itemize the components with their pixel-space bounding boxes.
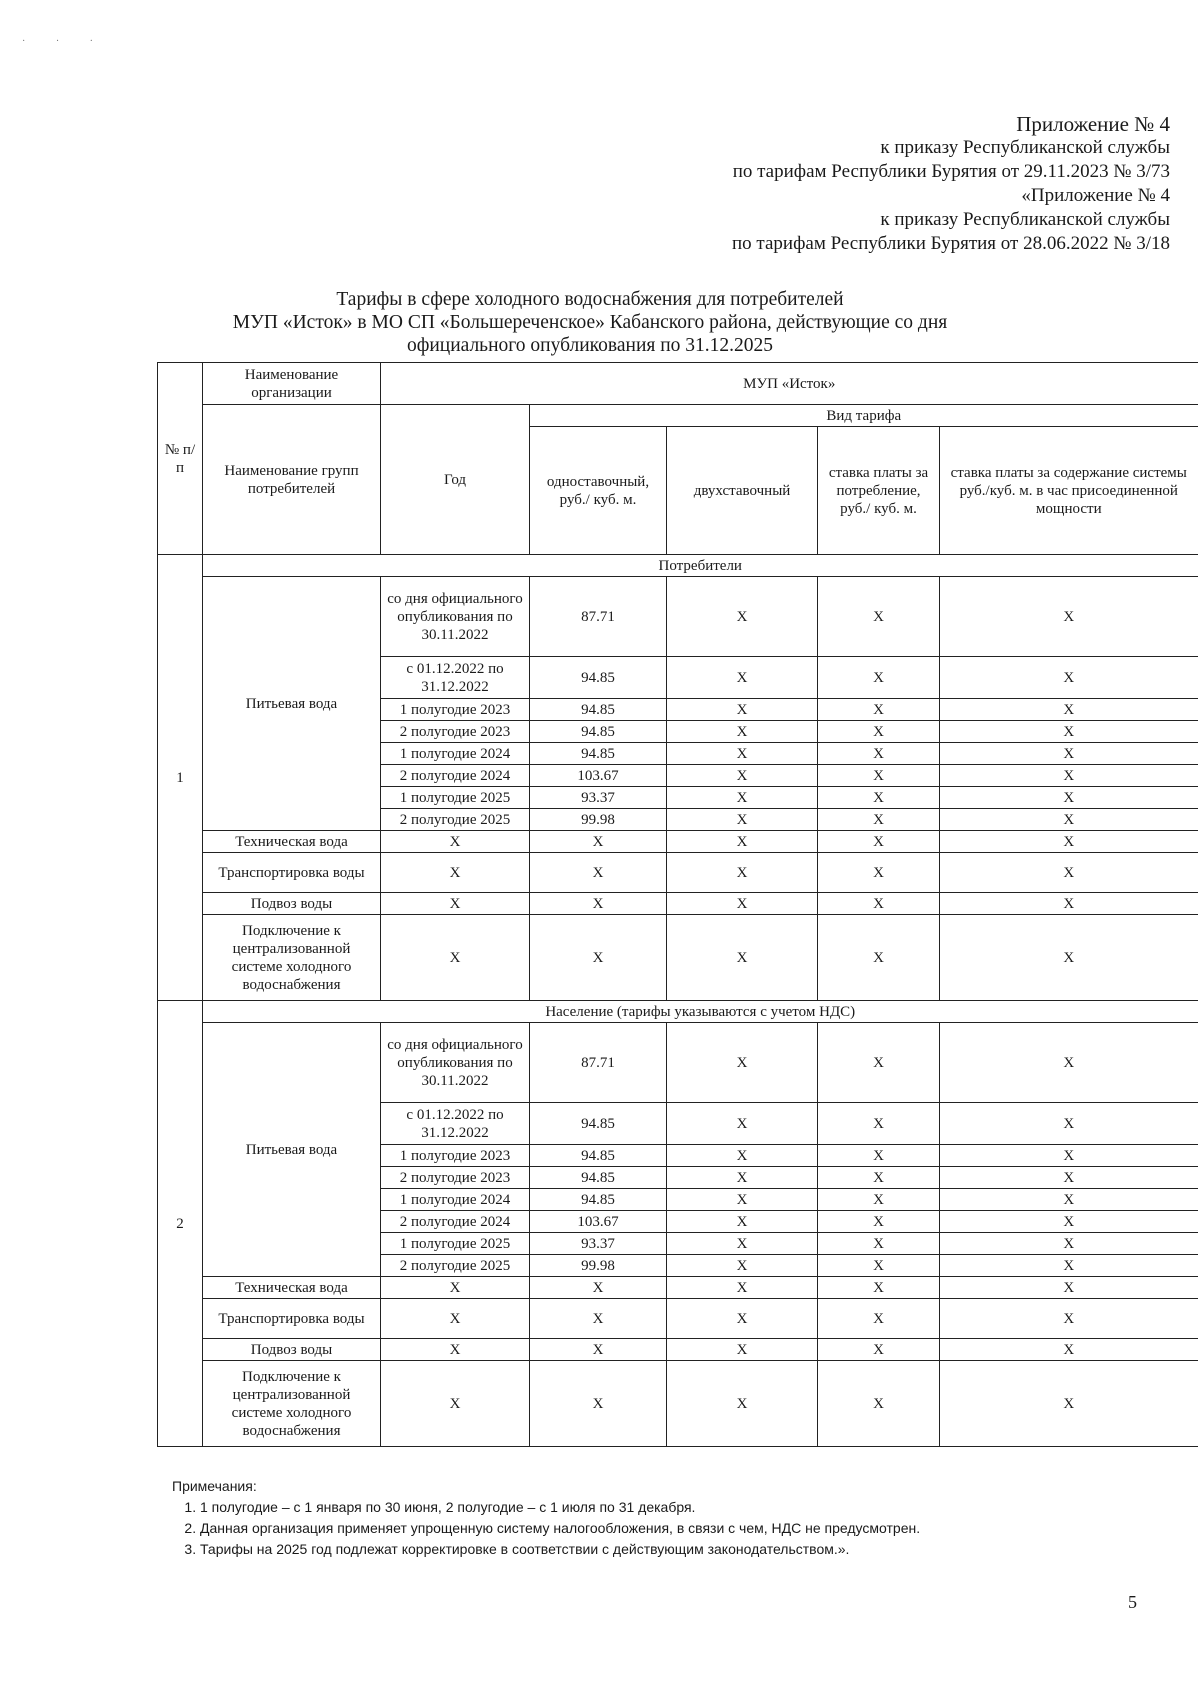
double-rate-cell: X	[667, 1211, 818, 1233]
maintenance-rate-cell: X	[940, 1023, 1198, 1103]
maintenance-rate-cell: X	[940, 699, 1198, 721]
consumption-rate-cell: X	[818, 577, 940, 657]
maintenance-rate-cell: X	[940, 743, 1198, 765]
maintenance-rate-cell: X	[940, 721, 1198, 743]
maintenance-rate-cell: X	[940, 765, 1198, 787]
appendix-order-date: по тарифам Республики Бурятия от 29.11.2023 № 3/73	[732, 161, 1170, 182]
note-item: 2. Данная организация применяет упрощенную систему налогообложения, в связи с чем, НДС не предусмотрен.	[200, 1518, 1172, 1539]
single-rate-cell: 99.98	[530, 1255, 667, 1277]
group-label-cell: Подвоз воды	[203, 893, 381, 915]
title-line-1: Тарифы в сфере холодного водоснабжения для потребителей	[336, 289, 844, 310]
consumption-rate-cell: X	[818, 853, 940, 893]
tariff-table	[157, 362, 1198, 1447]
maintenance-rate-cell: X	[940, 1145, 1198, 1167]
drinking-water-label: Питьевая вода	[203, 1023, 381, 1277]
double-rate-cell: X	[667, 1233, 818, 1255]
single-rate-cell: X	[530, 915, 667, 1001]
org-name-cell: МУП «Исток»	[381, 363, 1198, 405]
single-rate-cell: X	[530, 1339, 667, 1361]
note-item: 3. Тарифы на 2025 год подлежат корректировке в соответствии с действующим законодательством.».	[200, 1539, 1172, 1560]
table-row	[158, 831, 1198, 853]
single-rate-cell: 103.67	[530, 1211, 667, 1233]
period-cell: 1 полугодие 2023	[381, 699, 530, 721]
maintenance-rate-cell: X	[940, 1361, 1198, 1447]
single-rate-cell: 103.67	[530, 765, 667, 787]
consumption-rate-header: ставка платы за потребление, руб./ куб. м.	[818, 427, 940, 555]
double-rate-cell: X	[667, 1103, 818, 1145]
table-row	[158, 1277, 1198, 1299]
year-cell: X	[381, 1299, 530, 1339]
org-row	[158, 363, 1198, 405]
maintenance-rate-cell: X	[940, 577, 1198, 657]
single-rate-cell: 93.37	[530, 787, 667, 809]
period-cell: 2 полугодие 2023	[381, 1167, 530, 1189]
double-rate-header: двухставочный	[667, 427, 818, 555]
group-header: Наименование групп потребителей	[203, 405, 381, 555]
double-rate-cell: X	[667, 1339, 818, 1361]
consumption-rate-cell: X	[818, 1277, 940, 1299]
double-rate-cell: X	[667, 699, 818, 721]
double-rate-cell: X	[667, 1189, 818, 1211]
single-rate-cell: 99.98	[530, 809, 667, 831]
consumption-rate-cell: X	[818, 1211, 940, 1233]
table-row	[158, 1299, 1198, 1339]
section-number: 1	[158, 555, 203, 1001]
single-rate-cell: X	[530, 831, 667, 853]
double-rate-cell: X	[667, 1145, 818, 1167]
section-title-row	[158, 1001, 1198, 1023]
double-rate-cell: X	[667, 915, 818, 1001]
table-row	[158, 1339, 1198, 1361]
table-row	[158, 915, 1198, 1001]
period-cell: 2 полугодие 2024	[381, 1211, 530, 1233]
maintenance-rate-cell: X	[940, 787, 1198, 809]
consumption-rate-cell: X	[818, 657, 940, 699]
group-label-cell: Транспортировка воды	[203, 853, 381, 893]
maintenance-rate-cell: X	[940, 1233, 1198, 1255]
table-row	[158, 577, 1198, 657]
double-rate-cell: X	[667, 893, 818, 915]
single-rate-cell: 87.71	[530, 577, 667, 657]
double-rate-cell: X	[667, 657, 818, 699]
period-cell: 2 полугодие 2024	[381, 765, 530, 787]
double-rate-cell: X	[667, 1167, 818, 1189]
period-cell: с 01.12.2022 по 31.12.2022	[381, 657, 530, 699]
appendix-header	[530, 112, 1170, 256]
consumption-rate-cell: X	[818, 721, 940, 743]
double-rate-cell: X	[667, 809, 818, 831]
consumption-rate-cell: X	[818, 765, 940, 787]
maintenance-rate-cell: X	[940, 1189, 1198, 1211]
tariff-table-body	[158, 363, 1198, 1447]
tariff-type-header: Вид тарифа	[530, 405, 1198, 427]
group-label-cell: Техническая вода	[203, 831, 381, 853]
consumption-rate-cell: X	[818, 893, 940, 915]
title-line-2: МУП «Исток» в МО СП «Большереченское» Кабанского района, действующие со дня	[232, 312, 948, 333]
year-cell: X	[381, 853, 530, 893]
group-label-cell: Транспортировка воды	[203, 1299, 381, 1339]
consumption-rate-cell: X	[818, 1167, 940, 1189]
consumption-rate-cell: X	[818, 1339, 940, 1361]
period-cell: 1 полугодие 2025	[381, 1233, 530, 1255]
notes-list	[172, 1497, 1172, 1560]
period-cell: 1 полугодие 2023	[381, 1145, 530, 1167]
maintenance-rate-cell: X	[940, 893, 1198, 915]
double-rate-cell: X	[667, 1023, 818, 1103]
single-rate-cell: 87.71	[530, 1023, 667, 1103]
period-cell: со дня официального опубликования по 30.11.2022	[381, 1023, 530, 1103]
consumption-rate-cell: X	[818, 743, 940, 765]
period-cell: 1 полугодие 2025	[381, 787, 530, 809]
tariff-table-wrap	[157, 362, 1197, 1447]
single-rate-cell: X	[530, 893, 667, 915]
consumption-rate-cell: X	[818, 1189, 940, 1211]
table-row	[158, 853, 1198, 893]
group-label-cell: Подключение к централизованной системе холодного водоснабжения	[203, 915, 381, 1001]
page-number: 5	[1128, 1592, 1137, 1612]
double-rate-cell: X	[667, 765, 818, 787]
period-cell: 2 полугодие 2023	[381, 721, 530, 743]
single-rate-cell: 94.85	[530, 1167, 667, 1189]
scan-artifact-marks: · · ·	[22, 36, 107, 47]
double-rate-cell: X	[667, 1277, 818, 1299]
maintenance-rate-cell: X	[940, 1299, 1198, 1339]
single-rate-cell: 94.85	[530, 1189, 667, 1211]
consumption-rate-cell: X	[818, 1103, 940, 1145]
appendix-title: Приложение № 4	[1016, 112, 1170, 136]
single-rate-cell: 94.85	[530, 743, 667, 765]
double-rate-cell: X	[667, 831, 818, 853]
maintenance-rate-header: ставка платы за содержание системы руб./куб. м. в час присоединенной мощности	[940, 427, 1198, 555]
year-header: Год	[381, 405, 530, 555]
group-label-cell: Подвоз воды	[203, 1339, 381, 1361]
section-title: Потребители	[203, 555, 1198, 577]
title-line-3: официального опубликования по 31.12.2025	[406, 335, 774, 356]
period-cell: со дня официального опубликования по 30.11.2022	[381, 577, 530, 657]
maintenance-rate-cell: X	[940, 1167, 1198, 1189]
maintenance-rate-cell: X	[940, 1339, 1198, 1361]
consumption-rate-cell: X	[818, 1023, 940, 1103]
prev-appendix-title: «Приложение № 4	[1021, 185, 1170, 206]
double-rate-cell: X	[667, 577, 818, 657]
single-rate-cell: 94.85	[530, 1103, 667, 1145]
table-row	[158, 893, 1198, 915]
double-rate-cell: X	[667, 743, 818, 765]
consumption-rate-cell: X	[818, 831, 940, 853]
period-cell: 2 полугодие 2025	[381, 809, 530, 831]
single-rate-header: одноставочный, руб./ куб. м.	[530, 427, 667, 555]
year-cell: X	[381, 915, 530, 1001]
note-item: 1. 1 полугодие – с 1 января по 30 июня, 2 полугодие – с 1 июля по 31 декабря.	[200, 1497, 1172, 1518]
maintenance-rate-cell: X	[940, 1103, 1198, 1145]
period-cell: 2 полугодие 2025	[381, 1255, 530, 1277]
single-rate-cell: X	[530, 1299, 667, 1339]
single-rate-cell: 94.85	[530, 1145, 667, 1167]
appendix-order-ref: к приказу Республиканской службы	[880, 137, 1170, 158]
maintenance-rate-cell: X	[940, 831, 1198, 853]
single-rate-cell: 94.85	[530, 721, 667, 743]
section-title-row	[158, 555, 1198, 577]
consumption-rate-cell: X	[818, 1233, 940, 1255]
consumption-rate-cell: X	[818, 809, 940, 831]
period-cell: 1 полугодие 2024	[381, 743, 530, 765]
double-rate-cell: X	[667, 1299, 818, 1339]
consumption-rate-cell: X	[818, 1299, 940, 1339]
double-rate-cell: X	[667, 787, 818, 809]
consumption-rate-cell: X	[818, 699, 940, 721]
org-label-header: Наименование организации	[203, 363, 381, 405]
single-rate-cell: X	[530, 1361, 667, 1447]
year-cell: X	[381, 1361, 530, 1447]
double-rate-cell: X	[667, 1361, 818, 1447]
table-row	[158, 1361, 1198, 1447]
single-rate-cell: 94.85	[530, 657, 667, 699]
year-cell: X	[381, 831, 530, 853]
maintenance-rate-cell: X	[940, 853, 1198, 893]
notes-title: Примечания:	[172, 1478, 257, 1494]
maintenance-rate-cell: X	[940, 809, 1198, 831]
maintenance-rate-cell: X	[940, 1211, 1198, 1233]
consumption-rate-cell: X	[818, 1361, 940, 1447]
maintenance-rate-cell: X	[940, 915, 1198, 1001]
period-cell: 1 полугодие 2024	[381, 1189, 530, 1211]
maintenance-rate-cell: X	[940, 1277, 1198, 1299]
prev-appendix-order-ref: к приказу Республиканской службы	[880, 209, 1170, 230]
maintenance-rate-cell: X	[940, 657, 1198, 699]
drinking-water-label: Питьевая вода	[203, 577, 381, 831]
double-rate-cell: X	[667, 1255, 818, 1277]
double-rate-cell: X	[667, 721, 818, 743]
document-title	[200, 288, 980, 357]
single-rate-cell: X	[530, 853, 667, 893]
group-label-cell: Подключение к централизованной системе холодного водоснабжения	[203, 1361, 381, 1447]
group-label-cell: Техническая вода	[203, 1277, 381, 1299]
table-row	[158, 1023, 1198, 1103]
single-rate-cell: X	[530, 1277, 667, 1299]
tariff-type-row	[158, 405, 1198, 427]
year-cell: X	[381, 1339, 530, 1361]
consumption-rate-cell: X	[818, 787, 940, 809]
num-header: № п/п	[158, 363, 203, 555]
consumption-rate-cell: X	[818, 1145, 940, 1167]
prev-appendix-order-date: по тарифам Республики Бурятия от 28.06.2022 № 3/18	[732, 233, 1170, 254]
year-cell: X	[381, 893, 530, 915]
single-rate-cell: 93.37	[530, 1233, 667, 1255]
maintenance-rate-cell: X	[940, 1255, 1198, 1277]
consumption-rate-cell: X	[818, 1255, 940, 1277]
notes-block	[172, 1476, 1172, 1560]
single-rate-cell: 94.85	[530, 699, 667, 721]
double-rate-cell: X	[667, 853, 818, 893]
section-number: 2	[158, 1001, 203, 1447]
section-title: Население (тарифы указываются с учетом НДС)	[203, 1001, 1198, 1023]
year-cell: X	[381, 1277, 530, 1299]
consumption-rate-cell: X	[818, 915, 940, 1001]
period-cell: с 01.12.2022 по 31.12.2022	[381, 1103, 530, 1145]
